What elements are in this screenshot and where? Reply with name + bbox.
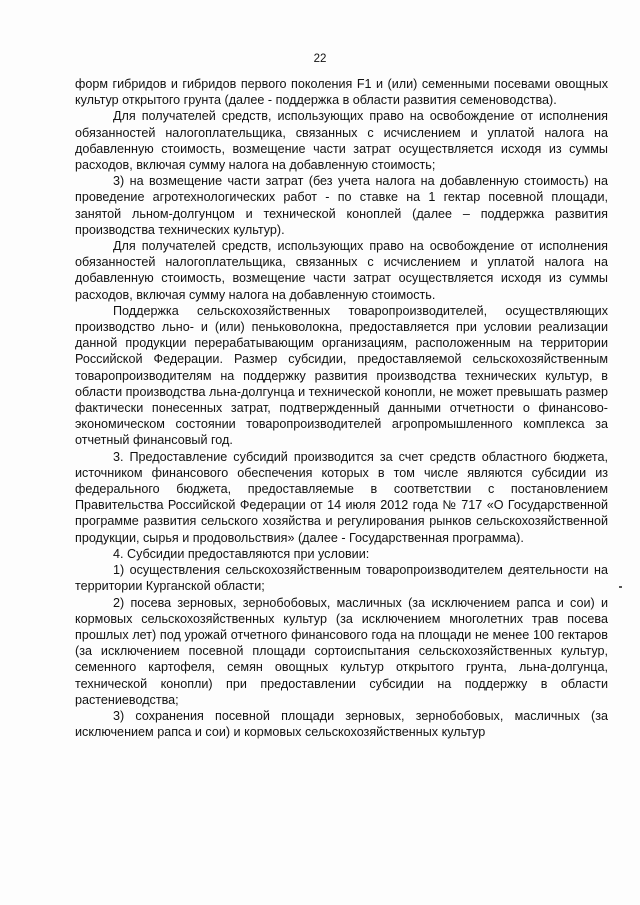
- paragraph: Для получателей средств, использующих право на освобождение от исполнения обязанностей налогоплательщика, связанных с исчислением и уплатой налога на добавленную стоимость, возмещение части затрат осуществляется исходя из суммы расходов, включая сумму налога на добавленную стоимость.: [75, 239, 608, 302]
- paragraph: 1) осуществления сельскохозяйственным товаропроизводителем деятельности на территории Курганской области;: [75, 563, 608, 594]
- body-text: [75, 76, 608, 740]
- paragraph: 3) сохранения посевной площади зерновых, зернобобовых, масличных (за исключением рапса и сои) и кормовых сельскохозяйственных культур: [75, 708, 608, 740]
- page-number: 22: [313, 53, 327, 65]
- paragraph: форм гибридов и гибридов первого поколения F1 и (или) семенными посевами овощных культур открытого грунта (далее - поддержка в области развития семеноводства).: [75, 77, 608, 108]
- paragraph: 3. Предоставление субсидий производится за счет средств областного бюджета, источником финансового обеспечения которых в том числе являются субсидии из федерального бюджета, предоставляемые в соответствии с постановлением Правительства Российской Федерации от 14 июля 2012 года № 717 «О Государственной программе развития сельского хозяйства и регулирования рынков сельскохозяйственной продукции, сырья и продовольствия» (далее - Государственная программа).: [75, 449, 608, 545]
- paragraph: 4. Субсидии предоставляются при условии:: [113, 546, 370, 561]
- paragraph: 3) на возмещение части затрат (без учета налога на добавленную стоимость) на проведение агротехнологических работ - по ставке на 1 гектар посевной площади, занятой льном-долгунцом и технической коноплей (далее – поддержка развития производства технических культур).: [75, 174, 608, 237]
- scan-mark: [619, 586, 622, 588]
- paragraph: Поддержка сельскохозяйственных товаропроизводителей, осуществляющих производство льно- и (или) пеньковолокна, предоставляется при условии реализации данной продукции перерабатывающим организациям, расположенным на территории Российской Федерации. Размер субсидии, предоставляемой сельскохозяйственным товаропроизводителям на поддержку развития производства технических культур, в области производства льна-долгунца и технической конопли, не может превышать размер фактически понесенных затрат, подтвержденный данными отчетности о финансово-экономическом состоянии товаропроизводителей агропромышленного комплекса за отчетный финансовый год.: [75, 303, 608, 448]
- paragraph: Для получателей средств, использующих право на освобождение от исполнения обязанностей налогоплательщика, связанных с исчислением и уплатой налога на добавленную стоимость, возмещение части затрат осуществляется исходя из суммы расходов, включая сумму налога на добавленную стоимость;: [75, 109, 608, 173]
- paragraph: 2) посева зерновых, зернобобовых, масличных (за исключением рапса и сои) и кормовых сельскохозяйственных культур (за исключением многолетних трав посева прошлых лет) под урожай отчетного финансового года на площади не менее 100 гектаров (за исключением посевной площади сортоиспытания сельскохозяйственных культур, семенного картофеля, семян овощных культур открытого грунта, льна-долгунца, технической конопли) при предоставлении субсидии на поддержку в области растениеводства;: [75, 595, 608, 707]
